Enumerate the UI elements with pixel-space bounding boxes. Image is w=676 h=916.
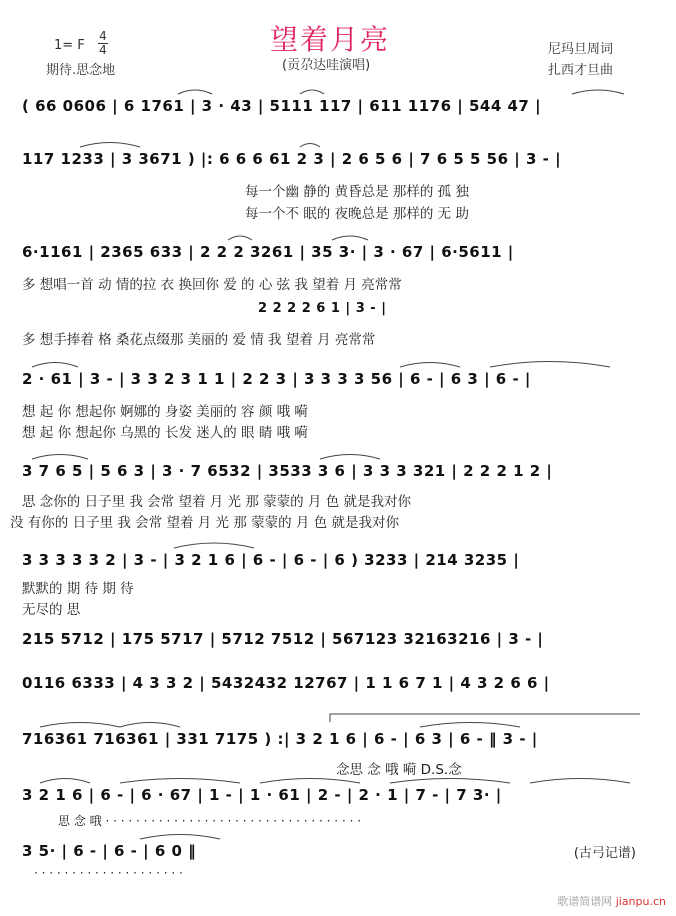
score-line-10: 3 2 1 6 | 6 - | 6 · 67 | 1 - | 1 · 61 | 2 - | 2 · 1 | 7 - | 7 3· | bbox=[22, 786, 502, 804]
slur-4 bbox=[80, 143, 140, 148]
slur-8 bbox=[32, 363, 78, 368]
slur-5 bbox=[300, 144, 320, 148]
mood-marking: 期待.思念地 bbox=[46, 63, 116, 78]
score-line-3: 6·1161 | 2365 633 | 2 2 2 3261 | 35 3· | 3 · 67 | 6·5611 | bbox=[22, 243, 514, 261]
slur-14 bbox=[40, 723, 120, 728]
score-line-4: 2 · 61 | 3 - | 3 3 2 3 1 1 | 2 2 3 | 3 3 3 3 56 | 6 - | 6 3 | 6 - | bbox=[22, 370, 531, 388]
composer: 扎西才旦曲 bbox=[548, 63, 614, 78]
slur-6 bbox=[228, 236, 252, 240]
slur-10 bbox=[490, 362, 610, 368]
lyric-line-4a: 想 起 你 想起你 婀娜的 身姿 美丽的 容 颜 哦 嗬 bbox=[22, 404, 308, 420]
score-line-2: 117 1233 | 3 3671 ) |: 6 6 6 61 2 3 | 2 6 5 6 | 7 6 5 5 56 | 3 - | bbox=[22, 150, 562, 168]
lyric-line-11: · · · · · · · · · · · · · · · · · · · · bbox=[34, 866, 183, 880]
lyric-line-9: 念思 念 哦 嗬 D.S.念 bbox=[336, 762, 462, 778]
lyric-line-3-alt: 多 想手捧着 格 桑花点缀那 美丽的 爱 情 我 望着 月 亮常常 bbox=[22, 332, 376, 348]
slur-11 bbox=[32, 455, 88, 460]
slur-2 bbox=[300, 90, 324, 94]
lyric-line-2a: 每一个幽 静的 黄昏总是 那样的 孤 独 bbox=[245, 184, 469, 200]
score-line-5: 3 7 6 5 | 5 6 3 | 3 · 7 6532 | 3533 3 6 | 3 3 3 321 | 2 2 2 1 2 | bbox=[22, 462, 553, 480]
lyric-line-2b: 每一个不 眠的 夜晚总是 那样的 无 助 bbox=[245, 206, 469, 222]
slur-9 bbox=[400, 363, 460, 368]
volta-2 bbox=[330, 714, 640, 722]
slur-19 bbox=[260, 779, 360, 784]
slur-17 bbox=[40, 779, 90, 784]
slur-22 bbox=[140, 835, 220, 840]
watermark: 歌谱简谱网 jianpu.cn bbox=[557, 895, 666, 908]
slur-21 bbox=[530, 779, 630, 784]
lyric-line-3: 多 想唱一首 动 情的拉 衣 换回你 爱 的 心 弦 我 望着 月 亮常常 bbox=[22, 277, 402, 293]
score-line-1: ( 66 0606 | 6 1761 | 3 · 43 | 5111 117 | 611 1176 | 544 47 | bbox=[22, 97, 542, 115]
score-line-3-alt: 2 2 2 2 6 1 | 3 - | bbox=[258, 301, 387, 316]
lyric-line-5b: 没 有你的 日子里 我 会常 望着 月 光 那 蒙蒙的 月 色 就是我对你 bbox=[10, 515, 399, 531]
slur-3 bbox=[572, 90, 624, 94]
slur-12 bbox=[320, 455, 380, 460]
score-line-6: 3 3 3 3 3 2 | 3 - | 3 2 1 6 | 6 - | 6 - | 6 ) 3233 | 214 3235 | bbox=[22, 551, 520, 569]
slur-1 bbox=[178, 90, 212, 94]
slur-15 bbox=[120, 723, 180, 728]
page-title: 望着月亮 bbox=[270, 23, 391, 56]
lyric-line-6a: 默默的 期 待 期 待 bbox=[22, 581, 134, 597]
lyric-line-10: 思 念 哦 · · · · · · · · · · · · · · · · · · · · · · · · · · · · · · · · · · bbox=[58, 814, 362, 828]
slur-20 bbox=[390, 779, 510, 784]
slur-7 bbox=[332, 236, 368, 240]
slur-16 bbox=[420, 723, 520, 728]
time-signature: 4 4 bbox=[99, 29, 107, 57]
slur-18 bbox=[120, 779, 240, 784]
key-signature: 1= F bbox=[54, 38, 85, 53]
lyric-line-5a: 思 念你的 日子里 我 会常 望着 月 光 那 蒙蒙的 月 色 就是我对你 bbox=[22, 494, 411, 510]
score-line-8: 0116 6333 | 4 3 3 2 | 5432432 12767 | 1 1 6 7 1 | 4 3 2 6 6 | bbox=[22, 674, 550, 692]
lyricist: 尼玛旦周词 bbox=[548, 42, 614, 57]
lyric-line-4b: 想 起 你 想起你 乌黑的 长发 迷人的 眼 睛 哦 嗬 bbox=[22, 425, 308, 441]
slur-13 bbox=[174, 543, 254, 548]
score-line-11: 3 5· | 6 - | 6 - | 6 0 ‖ bbox=[22, 842, 197, 860]
score-line-9: 716361 716361 | 331 7175 ) :| 3 2 1 6 | 6 - | 6 3 | 6 - ‖ 3 - | bbox=[22, 730, 538, 748]
lyric-line-6b: 无尽的 思 bbox=[22, 602, 81, 618]
transcriber-note: (古弓记谱) bbox=[573, 846, 636, 861]
page-subtitle: (贡尕达哇演唱) bbox=[282, 58, 371, 73]
score-line-7: 215 5712 | 175 5717 | 5712 7512 | 567123 32163216 | 3 - | bbox=[22, 630, 544, 648]
